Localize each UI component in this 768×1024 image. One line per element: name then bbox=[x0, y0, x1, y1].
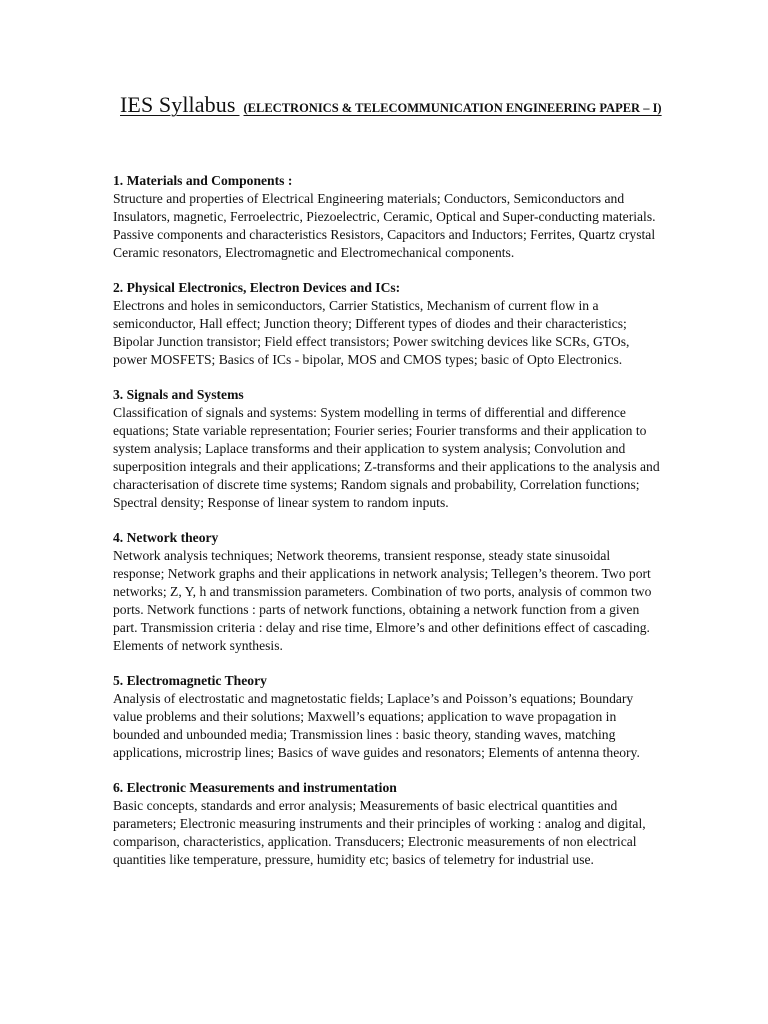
section-paragraph: Structure and properties of Electrical Engineering materials; Conductors, Semiconductors and Insulators, magnetic, Ferroelectric, Piezoelectric, Ceramic, Optical and Super-conducting materials. bbox=[113, 191, 656, 224]
section-heading: 5. Electromagnetic Theory bbox=[113, 673, 267, 688]
section-physical-electronics bbox=[113, 279, 661, 369]
section-electronic-measurements bbox=[113, 779, 661, 869]
section-paragraph: Basic concepts, standards and error analysis; Measurements of basic electrical quantities and parameters; Electronic measuring instruments and their principles of working : analog and digital, comparison, characteristics, application. Transducers; Electronic measurements of non electrical quantities like temperature, pressure, humidity etc; basics of telemetry for industrial use. bbox=[113, 798, 646, 867]
section-paragraph: Passive components and characteristics Resistors, Capacitors and Inductors; Ferrites, Quartz crystal Ceramic resonators, Electromagnetic and Electromechanical components. bbox=[113, 227, 656, 260]
section-paragraph: Electrons and holes in semiconductors, Carrier Statistics, Mechanism of current flow in a semiconductor, Hall effect; Junction theory; Different types of diodes and their characteristics; Bipolar Junction transistor; Field effect transistors; Power switching devices like SCRs, GTOs, power MOSFETS; Basics of ICs - bipolar, MOS and CMOS types; basic of Opto Electronics. bbox=[113, 298, 630, 367]
document-title: IES Syllabus bbox=[120, 92, 236, 117]
section-materials-components bbox=[113, 172, 661, 262]
section-paragraph: Network analysis techniques; Network theorems, transient response, steady state sinusoidal response; Network graphs and their applications in network analysis; Tellegen’s theorem. Two port networks; Z, Y, h and transmission parameters. Combination of two ports, analysis of common two ports. Network functions : parts of network functions, obtaining a network function from a given part. Transmission criteria : delay and rise time, Elmore’s and other definitions effect of cascading. Elements of network synthesis. bbox=[113, 548, 652, 653]
section-paragraph: Classification of signals and systems: System modelling in terms of differential and difference equations; State variable representation; Fourier series; Fourier transforms and their application to system analysis; Laplace transforms and their application to system analysis; Convolution and superposition integrals and their applications; Z-transforms and their applications to the analysis and characterisation of discrete time systems; Random signals and probability, Correlation functions; Spectral density; Response of linear system to random inputs. bbox=[113, 405, 660, 510]
section-paragraph: Analysis of electrostatic and magnetostatic fields; Laplace’s and Poisson’s equations; Boundary value problems and their solutions; Maxwell’s equations; application to wave propagation in bounded and unbounded media; Transmission lines : basic theory, standing waves, matching applications, microstrip lines; Basics of wave guides and resonators; Elements of antenna theory. bbox=[113, 691, 640, 760]
section-heading: 6. Electronic Measurements and instrumentation bbox=[113, 780, 397, 795]
section-signals-systems bbox=[113, 386, 661, 512]
section-heading: 4. Network theory bbox=[113, 530, 219, 545]
section-electromagnetic-theory bbox=[113, 672, 661, 762]
syllabus-content bbox=[113, 172, 661, 886]
section-heading: 1. Materials and Components : bbox=[113, 173, 293, 188]
section-network-theory bbox=[113, 529, 661, 655]
document-title-line bbox=[120, 92, 662, 118]
section-heading: 2. Physical Electronics, Electron Devices and ICs: bbox=[113, 280, 401, 295]
document-subtitle: (ELECTRONICS & TELECOMMUNICATION ENGINEERING PAPER – I) bbox=[243, 101, 662, 115]
section-heading: 3. Signals and Systems bbox=[113, 387, 244, 402]
